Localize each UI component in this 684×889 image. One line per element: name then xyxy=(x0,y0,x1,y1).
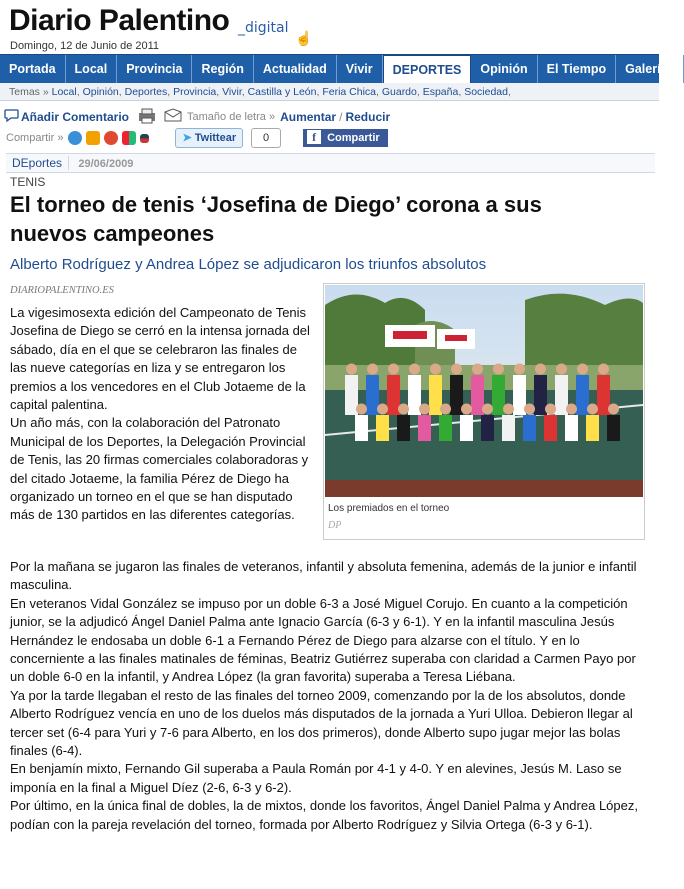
article-paragraph: En veteranos Vidal González se impuso por un doble 6-3 a José Miguel Corujo. En cuanto a la competición junior, se la adjudicó Ángel Daniel Palma ante Ignacio García (6-3 y 6-1). Y en la infantil masculina Jesús Hernández le endosaba un doble 6-1 a Fernando Pérez de Diego para alzarse con el título. Y en lo concerniente a las finales matinales de féminas, Beatriz Gutiérrez superaba con claridad a Carmen Payo por un doble 6-0 en la infantil, y Andrea López (la gran favorita) superaba a Teresa Liébana. xyxy=(10,595,636,685)
photo-person-head xyxy=(503,404,514,415)
share-icon-5[interactable] xyxy=(140,134,149,143)
article-paragraph: Un año más, con la colaboración del Patronato Municipal de los Deportes, la Delegación Provincial de Tenis, las 20 firmas comerciales colaboradoras y del citado Jotaeme, la familia Pérez de Diego ha organizado un torneo en el que se han disputado más de 130 partidos en las diferentes categorías. xyxy=(10,415,309,523)
site-logo[interactable]: Diario Palentino xyxy=(9,4,230,37)
photo-person-head xyxy=(587,404,598,415)
nav-item-portada[interactable]: Portada xyxy=(0,55,66,83)
nav-item-galerías[interactable]: Galerías xyxy=(616,55,684,83)
photo-person-head xyxy=(419,404,430,415)
photo-person-head xyxy=(608,404,619,415)
article-paragraph: En benjamín mixto, Fernando Gil superaba a Paula Román por 4-1 y 4-0. Y en alevines, Jesús M. Laso se imponía en la final a Miguel Díez (2-6, 6-3 y 6-2). xyxy=(10,761,622,795)
separator: / xyxy=(339,110,343,124)
section-bar xyxy=(6,153,655,173)
photo-person xyxy=(439,415,452,441)
article-date: 29/06/2009 xyxy=(78,158,134,170)
photo-person xyxy=(418,415,431,441)
twitter-button[interactable]: ➤ Twittear xyxy=(175,128,243,148)
photo-person xyxy=(607,415,620,441)
topic-link[interactable]: Local xyxy=(51,86,77,98)
topic-link[interactable]: Opinión xyxy=(82,86,119,98)
topic-link[interactable]: Feria Chica xyxy=(322,86,376,98)
masthead xyxy=(0,0,659,54)
article-paragraph: Por último, en la única final de dobles, la de mixtos, donde los favoritos, Ángel Daniel Palma y Andrea López, podían con la pareja revelación del torneo, formada por Alberto Rodríguez y Silvia Ortega (6-3 y 6-1). xyxy=(10,798,638,832)
photo-person-head xyxy=(388,364,399,375)
photo-person-head xyxy=(524,404,535,415)
article-source: DIARIOPALENTINO.ES xyxy=(10,285,114,296)
add-comment-link[interactable]: Añadir Comentario xyxy=(21,110,130,124)
photo-credit: DP xyxy=(328,520,342,531)
article-kicker: TENIS xyxy=(10,175,46,189)
font-size-label: Tamaño de letra » xyxy=(187,111,276,123)
twitter-icon: ➤ xyxy=(182,132,192,144)
email-icon[interactable] xyxy=(163,108,183,127)
tweet-count: 0 xyxy=(251,128,281,148)
photo-person xyxy=(376,415,389,441)
nav-item-provincia[interactable]: Provincia xyxy=(117,55,192,83)
nav-item-el-tiempo[interactable]: El Tiempo xyxy=(538,55,617,83)
article-tools xyxy=(0,108,390,126)
photo-person xyxy=(481,415,494,441)
article-paragraph: Por la mañana se jugaron las finales de veteranos, infantil y absoluta femenina, además de la junior e infantil masculina. xyxy=(10,559,637,593)
photo-person xyxy=(397,415,410,441)
photo-person-head xyxy=(556,364,567,375)
article-photo-box xyxy=(323,283,645,540)
photo-person-head xyxy=(482,404,493,415)
photo-person-head xyxy=(356,404,367,415)
nav-item-deportes[interactable]: DEPORTES xyxy=(383,55,472,84)
photo-person-head xyxy=(514,364,525,375)
photo-person-head xyxy=(577,364,588,375)
article-body xyxy=(10,558,650,834)
photo-person-head xyxy=(440,404,451,415)
photo-person-head xyxy=(377,404,388,415)
share-label: Compartir » xyxy=(6,132,64,144)
nav-item-región[interactable]: Región xyxy=(192,55,253,83)
facebook-icon: f xyxy=(307,130,321,144)
share-icon-2[interactable] xyxy=(86,131,100,145)
photo-person-head xyxy=(493,364,504,375)
site-logo-suffix: _digital xyxy=(238,20,289,36)
photo-person-head xyxy=(430,364,441,375)
section-link[interactable]: DEportes xyxy=(6,156,69,170)
photo-person-head xyxy=(398,404,409,415)
photo-person xyxy=(544,415,557,441)
topic-link[interactable]: Guardo xyxy=(381,86,417,98)
topics-label: Temas » xyxy=(9,86,49,98)
topic-link[interactable]: Sociedad xyxy=(464,86,508,98)
facebook-share-button[interactable]: f Compartir xyxy=(303,129,388,147)
photo-person xyxy=(460,415,473,441)
photo-person xyxy=(565,415,578,441)
share-icon-4[interactable] xyxy=(122,131,136,145)
comment-icon xyxy=(4,109,19,126)
photo-person-head xyxy=(409,364,420,375)
nav-item-local[interactable]: Local xyxy=(66,55,118,83)
photo-person-head xyxy=(461,404,472,415)
topic-link[interactable]: España xyxy=(422,86,459,98)
nav-item-vivir[interactable]: Vivir xyxy=(337,55,383,83)
photo-person-head xyxy=(451,364,462,375)
article-paragraph: La vigesimosexta edición del Campeonato de Tenis Josefina de Diego se cerró en la intensa jornada del sábado, día en el que se celebraron las finales de las nueve categorías en liza y se entregaron los premios a los vencedores en el Club Jotaeme de la capital palentina. xyxy=(10,305,310,413)
photo-person-head xyxy=(545,404,556,415)
photo-caption: Los premiados en el torneo xyxy=(328,503,450,514)
photo-person xyxy=(502,415,515,441)
photo-person-head xyxy=(566,404,577,415)
topics-bar: Temas » Local, Opinión, Deportes, Provincia, Vivir, Castilla y León, Feria Chica, Guardo, España, Sociedad, xyxy=(0,83,659,101)
topic-link[interactable]: Vivir xyxy=(222,86,242,98)
article-photo[interactable] xyxy=(325,285,643,497)
article-lead xyxy=(10,304,312,525)
photo-person xyxy=(586,415,599,441)
photo-person-head xyxy=(598,364,609,375)
photo-person-head xyxy=(367,364,378,375)
increase-font-link[interactable]: Aumentar xyxy=(280,110,337,124)
share-icon-3[interactable] xyxy=(104,131,118,145)
photo-person xyxy=(523,415,536,441)
current-date: Domingo, 12 de Junio de 2011 xyxy=(10,40,160,52)
article-title: El torneo de tenis ‘Josefina de Diego’ corona a sus nuevos campeones xyxy=(10,192,542,246)
nav-item-actualidad[interactable]: Actualidad xyxy=(254,55,337,83)
topic-link[interactable]: Provincia xyxy=(173,86,217,98)
nav-item-opinión[interactable]: Opinión xyxy=(471,55,537,83)
article-paragraph: Ya por la tarde llegaban el resto de las finales del torneo 2009, comenzando por la de los absolutos, donde Alberto Rodríguez vencía en uno de los duelos más disputados de la jornada a Yuri Ulloa. Debieron llegar al tercer set (6-4 para Yuri y 7-6 para Alberto, en los dos primeros), donde Alberto supo jugar mejor las bolas finales (6-4). xyxy=(10,687,633,759)
photo-person xyxy=(355,415,368,441)
topic-link[interactable]: Castilla y León xyxy=(247,86,317,98)
photo-person-head xyxy=(535,364,546,375)
topic-link[interactable]: Deportes xyxy=(124,86,168,98)
share-icon-1[interactable] xyxy=(68,131,82,145)
article-subtitle: Alberto Rodríguez y Andrea López se adjudicaron los triunfos absolutos xyxy=(10,256,487,273)
photo-person-head xyxy=(346,364,357,375)
print-icon[interactable] xyxy=(137,108,157,127)
photo-person-head xyxy=(472,364,483,375)
share-bar xyxy=(6,128,388,148)
main-nav xyxy=(0,54,675,84)
decrease-font-link[interactable]: Reducir xyxy=(345,110,391,124)
pointer-cursor-icon: ☝ xyxy=(295,30,313,46)
